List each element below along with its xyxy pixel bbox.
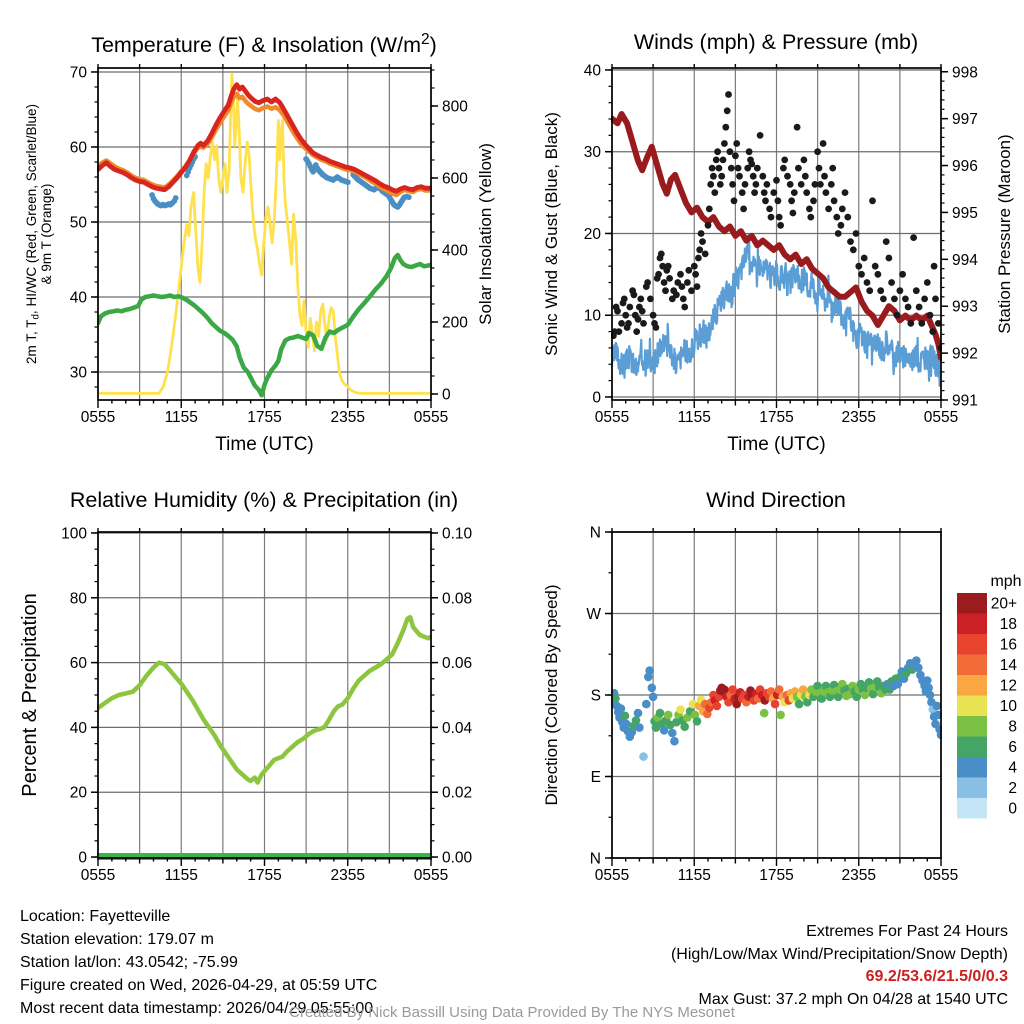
svg-text:& 9m T (Orange): & 9m T (Orange) xyxy=(39,183,54,285)
svg-text:Time (UTC): Time (UTC) xyxy=(727,434,826,455)
chart-winds-pressure xyxy=(512,0,1024,470)
svg-text:2355: 2355 xyxy=(841,867,876,884)
svg-text:50: 50 xyxy=(69,214,87,232)
svg-text:991: 991 xyxy=(952,392,978,410)
svg-text:0: 0 xyxy=(592,389,601,407)
svg-text:E: E xyxy=(590,769,601,786)
svg-text:10: 10 xyxy=(999,697,1017,715)
svg-text:2355: 2355 xyxy=(330,867,365,884)
svg-text:20: 20 xyxy=(583,225,601,243)
svg-text:60: 60 xyxy=(69,139,87,157)
svg-text:2: 2 xyxy=(1008,779,1017,797)
svg-text:0.08: 0.08 xyxy=(442,590,473,608)
data-timestamp: Most recent data timestamp: 2026/04/29 05:55:00 xyxy=(20,1000,374,1017)
svg-text:400: 400 xyxy=(442,242,468,260)
svg-text:30: 30 xyxy=(69,364,87,382)
svg-text:0.06: 0.06 xyxy=(442,655,473,673)
svg-text:10: 10 xyxy=(583,307,601,325)
svg-text:Relative Humidity (%) & Precip: Relative Humidity (%) & Precipitation (in) xyxy=(69,488,459,512)
svg-text:997: 997 xyxy=(952,111,978,129)
svg-text:12: 12 xyxy=(999,677,1017,695)
extremes-info xyxy=(671,921,1008,1011)
svg-text:995: 995 xyxy=(952,204,978,222)
svg-text:14: 14 xyxy=(999,656,1017,674)
svg-text:S: S xyxy=(590,687,601,705)
svg-text:Sonic Wind & Gust (Blue, Black: Sonic Wind & Gust (Blue, Black) xyxy=(542,112,561,356)
svg-text:Percent & Precipitation: Percent & Precipitation xyxy=(19,593,41,797)
svg-text:0555: 0555 xyxy=(923,409,959,426)
svg-text:1155: 1155 xyxy=(677,867,711,884)
svg-text:0555: 0555 xyxy=(594,409,630,426)
svg-text:1155: 1155 xyxy=(677,409,711,426)
svg-text:0.00: 0.00 xyxy=(442,849,473,867)
svg-text:Wind Direction: Wind Direction xyxy=(706,488,846,512)
svg-text:40: 40 xyxy=(69,719,87,737)
svg-text:0555: 0555 xyxy=(594,867,630,884)
svg-text:0.04: 0.04 xyxy=(442,719,473,737)
svg-text:1155: 1155 xyxy=(164,409,198,426)
svg-text:100: 100 xyxy=(61,525,87,543)
max-gust: Max Gust: 37.2 mph On 04/28 at 1540 UTC xyxy=(698,990,1008,1008)
svg-text:30: 30 xyxy=(583,144,601,162)
svg-text:0.10: 0.10 xyxy=(442,525,473,543)
svg-text:2355: 2355 xyxy=(841,409,876,426)
svg-text:0: 0 xyxy=(442,386,451,404)
station-location: Location: Fayetteville xyxy=(20,908,171,925)
svg-text:4: 4 xyxy=(1008,759,1017,777)
svg-text:2355: 2355 xyxy=(330,409,365,426)
chart-humidity-precipitation xyxy=(0,470,512,910)
svg-text:1155: 1155 xyxy=(164,867,198,884)
svg-text:N: N xyxy=(589,524,601,542)
svg-text:40: 40 xyxy=(583,62,601,80)
svg-text:W: W xyxy=(586,606,601,623)
svg-text:0555: 0555 xyxy=(413,867,449,884)
credit-line: Created By Nick Bassill Using Data Provided By The NYS Mesonet xyxy=(289,1004,735,1021)
svg-text:1755: 1755 xyxy=(759,867,794,884)
svg-text:0.02: 0.02 xyxy=(442,784,473,802)
extremes-values: 69.2/53.6/21.5/0/0.3 xyxy=(865,968,1008,985)
svg-text:80: 80 xyxy=(69,590,87,608)
svg-text:Solar Insolation (Yellow): Solar Insolation (Yellow) xyxy=(476,143,495,325)
svg-text:Direction (Colored By Speed): Direction (Colored By Speed) xyxy=(542,584,561,806)
station-latlon: Station lat/lon: 43.0542; -75.99 xyxy=(20,954,238,971)
station-elevation: Station elevation: 179.07 m xyxy=(20,931,214,948)
svg-text:800: 800 xyxy=(442,98,468,116)
svg-text:994: 994 xyxy=(952,251,978,269)
extremes-title: Extremes For Past 24 Hours xyxy=(806,923,1008,940)
station-info xyxy=(20,905,377,1020)
chart-wind-direction xyxy=(512,470,1024,910)
svg-text:20: 20 xyxy=(69,784,87,802)
svg-text:Temperature (F) & Insolation (: Temperature (F) & Insolation $(W/m^2)$ xyxy=(91,30,437,57)
svg-text:1755: 1755 xyxy=(759,409,794,426)
svg-text:0: 0 xyxy=(78,849,87,867)
svg-text:998: 998 xyxy=(952,64,978,82)
svg-text:0: 0 xyxy=(1008,800,1017,818)
svg-text:1755: 1755 xyxy=(247,409,282,426)
svg-text:16: 16 xyxy=(999,636,1017,654)
extremes-subtitle: (High/Low/Max Wind/Precipitation/Snow Depth) xyxy=(670,945,1008,963)
svg-text:60: 60 xyxy=(69,655,87,673)
svg-text:992: 992 xyxy=(952,345,978,363)
svg-text:Winds (mph) & Pressure (mb): Winds (mph) & Pressure (mb) xyxy=(633,30,919,54)
figure-created: Figure created on Wed, 2026-04-29, at 05:59 UTC xyxy=(20,977,378,994)
svg-text:Time (UTC): Time (UTC) xyxy=(215,434,314,455)
svg-text:N: N xyxy=(589,850,601,868)
svg-text:40: 40 xyxy=(69,289,87,307)
chart-temperature-insolation xyxy=(0,0,512,470)
svg-text:18: 18 xyxy=(999,615,1017,633)
svg-text:Station Pressure (Maroon): Station Pressure (Maroon) xyxy=(995,134,1014,334)
svg-text:0555: 0555 xyxy=(923,867,959,884)
svg-text:20+: 20+ xyxy=(990,595,1017,613)
svg-text:8: 8 xyxy=(1008,718,1017,736)
svg-text:6: 6 xyxy=(1008,738,1017,756)
svg-text:0555: 0555 xyxy=(80,867,116,884)
svg-text:200: 200 xyxy=(442,314,468,332)
svg-text:1755: 1755 xyxy=(247,867,282,884)
svg-text:0555: 0555 xyxy=(413,409,449,426)
svg-text:mph: mph xyxy=(990,573,1022,590)
svg-text:2m T, Td, HI/WC (Red, Green, S: 2m T, $T_d$, HI/WC (Red, Green, Scarlet/Blue) xyxy=(24,104,42,364)
svg-text:0555: 0555 xyxy=(80,409,116,426)
svg-text:993: 993 xyxy=(952,298,978,316)
svg-text:600: 600 xyxy=(442,170,468,188)
svg-text:70: 70 xyxy=(69,64,87,82)
svg-text:996: 996 xyxy=(952,158,978,176)
